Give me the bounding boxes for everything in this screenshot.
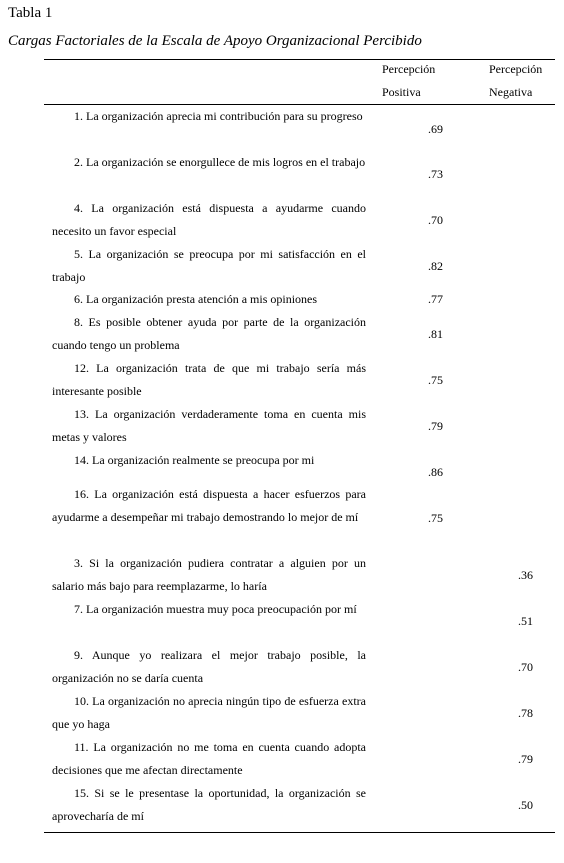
item-text: 11. La organización no me toma en cuenta cuando adopta decisiones que me afectan directamente	[52, 740, 366, 777]
item-text: 9. Aunque yo realizara el mejor trabajo posible, la organización no se daría cuenta	[52, 648, 366, 685]
bottom-rule	[44, 832, 555, 833]
column-header-negative-line1: Percepción	[489, 62, 543, 76]
loading-positive: .77	[428, 292, 443, 306]
loading-positive: .79	[428, 419, 443, 433]
loading-negative: .70	[518, 660, 533, 674]
loading-positive: .75	[428, 373, 443, 387]
item-text: 2. La organización se enorgullece de mis logros en el trabajo	[74, 155, 366, 169]
item-text: 16. La organización está dispuesta a hacer esfuerzos para ayudarme a desempeñar mi trabajo demostrando lo mejor de mí	[52, 487, 366, 524]
item-text: 8. Es posible obtener ayuda por parte de la organización cuando tengo un problema	[52, 315, 366, 352]
column-header-positive	[382, 58, 435, 104]
item-text: 1. La organización aprecia mi contribución para su progreso	[74, 109, 363, 123]
loading-positive: .81	[428, 327, 443, 341]
item-text: 10. La organización no aprecia ningún tipo de esfuerza extra que yo haga	[52, 694, 366, 731]
item-text: 7. La organización muestra muy poca preocupación por mí	[74, 602, 357, 616]
loading-positive: .70	[428, 213, 443, 227]
column-header-negative	[489, 58, 542, 104]
loading-negative: .50	[518, 798, 533, 812]
item-text: 3. Si la organización pudiera contratar a alguien por un salario más bajo para reemplazarme, lo haría	[52, 556, 366, 593]
item-text: 15. Si se le presentase la oportunidad, la organización se aprovecharía de mí	[52, 786, 366, 823]
loading-positive: .86	[428, 465, 443, 479]
loading-positive: .69	[428, 122, 443, 136]
loading-positive: .82	[428, 259, 443, 273]
item-text: 6. La organización presta atención a mis opiniones	[74, 292, 318, 306]
loading-positive: .75	[428, 511, 443, 525]
loading-negative: .36	[518, 568, 533, 582]
item-text: 12. La organización trata de que mi trabajo sería más interesante posible	[52, 361, 366, 398]
column-header-positive-line1: Percepción	[382, 62, 436, 76]
loading-negative: .51	[518, 614, 533, 628]
table-title: Cargas Factoriales de la Escala de Apoyo Organizacional Percibido	[8, 33, 422, 49]
item-text: 13. La organización verdaderamente toma en cuenta mis metas y valores	[52, 407, 366, 444]
item-text: 4. La organización está dispuesta a ayudarme cuando necesito un favor especial	[52, 201, 366, 238]
top-rule	[44, 59, 555, 60]
item-text: 5. La organización se preocupa por mi satisfacción en el trabajo	[52, 247, 366, 284]
table-label: Tabla 1	[8, 5, 53, 21]
column-header-negative-line2: Negativa	[489, 85, 533, 99]
loading-positive: .73	[428, 167, 443, 181]
item-text: 14. La organización realmente se preocupa por mi	[74, 453, 315, 467]
loading-negative: .79	[518, 752, 533, 766]
column-header-positive-line2: Positiva	[382, 85, 421, 99]
loading-negative: .78	[518, 706, 533, 720]
